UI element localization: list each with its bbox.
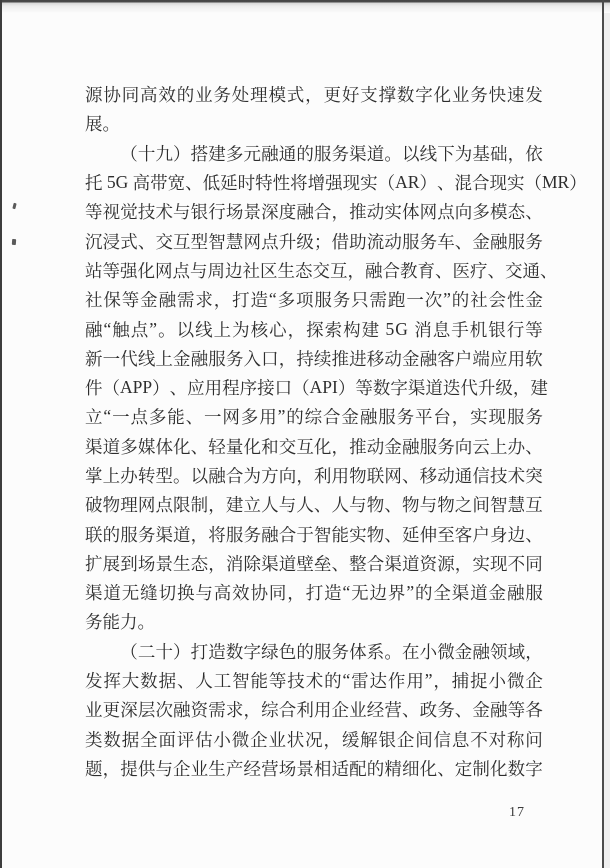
text-line: （ 二 十 ） 打 造 数 字 绿 色 的 服 务 体 系 。 在 小 微 金 融 领 域 ， — [120, 641, 543, 662]
text-line: 新 一 代 线 上 金 融 服 务 入 口 ， 持 续 推 进 移 动 金 融 客 户 端 应 用 软 — [85, 348, 543, 369]
scan-right-edge — [602, 0, 604, 868]
text-line: 融 “ 触 点 ” 。 以 线 上 为 核 心 ， 探 索 构 建 5 G 消 息 手 机 银 行 等 — [85, 318, 543, 340]
text-line: 发 挥 大 数 据 、 人 工 智 能 等 技 术 的 “ 雷 达 作 用 ” ， 捕 捉 小 微 企 — [85, 670, 543, 692]
page-number: 17 — [509, 805, 525, 820]
text-line: 渠 道 无 缝 切 换 与 高 效 协 同 ， 打 造 “ 无 边 界 ” 的 全 渠 道 金 融 服 — [85, 582, 543, 604]
text-line: 展 。 — [85, 114, 120, 135]
text-line: 破 物 理 网 点 限 制 ， 建 立 人 与 人 、 人 与 物 、 物 与 物 之 间 智 慧 互 — [85, 495, 543, 516]
text-line: 沉 浸 式 、 交 互 型 智 慧 网 点 升 级 ； 借 助 流 动 服 务 车 、 金 融 服 务 — [85, 231, 543, 252]
text-line: 渠 道 多 媒 体 化 、 轻 量 化 和 交 互 化 ， 推 动 金 融 服 务 向 云 上 办 、 — [85, 436, 543, 457]
text-line: 托 5 G 高 带 宽 、 低 延 时 特 性 将 增 强 现 实 （ A R ） 、 混 合 现 实 （ M R ） — [85, 172, 587, 194]
text-line: （ 十 九 ） 搭 建 多 元 融 通 的 服 务 渠 道 。 以 线 下 为 基 础 ， 依 — [120, 143, 543, 164]
text-line: 站 等 强 化 网 点 与 周 边 社 区 生 态 交 互 ， 融 合 教 育 、 医 疗 、 交 通 、 — [85, 260, 558, 281]
scan-speck — [12, 239, 16, 245]
text-line: 立 “ 一 点 多 能 、 一 网 多 用 ” 的 综 合 金 融 服 务 平 台 ， 实 现 服 务 — [85, 406, 543, 428]
text-line: 掌 上 办 转 型 。 以 融 合 为 方 向 ， 利 用 物 联 网 、 移 动 通 信 技 术 突 — [85, 466, 543, 486]
text-line: 务 能 力 。 — [85, 612, 155, 633]
text-line: 联 的 服 务 渠 道 ， 将 服 务 融 合 于 智 能 实 物 、 延 伸 至 客 户 身 边 、 — [85, 524, 543, 545]
scan-top-edge — [0, 0, 610, 13]
text-line: 社 保 等 金 融 需 求 ， 打 造 “ 多 项 服 务 只 需 跑 一 次 ” 的 社 会 性 金 — [85, 289, 543, 311]
text-line: 源 协 同 高 效 的 业 务 处 理 模 式 ， 更 好 支 撑 数 字 化 业 务 快 速 发 — [85, 85, 543, 106]
document-body — [85, 80, 587, 783]
text-line: 扩 展 到 场 景 生 态 ， 消 除 渠 道 壁 垒 、 整 合 渠 道 资 源 ， 实 现 不 同 — [85, 553, 543, 574]
text-line: 题 ， 提 供 与 企 业 生 产 经 营 场 景 相 适 配 的 精 细 化 、 定 制 化 数 字 — [85, 758, 543, 779]
scan-left-edge — [0, 0, 2, 868]
text-line: 件 （ A P P ） 、 应 用 程 序 接 口 （ A P I ） 等 数 字 渠 道 迭 代 升 级 ， 建 — [85, 377, 548, 399]
scan-speck — [12, 203, 16, 210]
scan-right-margin — [604, 0, 610, 868]
text-line: 类 数 据 全 面 评 估 小 微 企 业 状 况 ， 缓 解 银 企 间 信 息 不 对 称 问 — [85, 729, 543, 750]
text-line: 业 更 深 层 次 融 资 需 求 ， 综 合 利 用 企 业 经 营 、 政 务 、 金 融 等 各 — [85, 700, 543, 721]
text-line: 等 视 觉 技 术 与 银 行 场 景 深 度 融 合 ， 推 动 实 体 网 点 向 多 模 态 、 — [85, 202, 543, 223]
